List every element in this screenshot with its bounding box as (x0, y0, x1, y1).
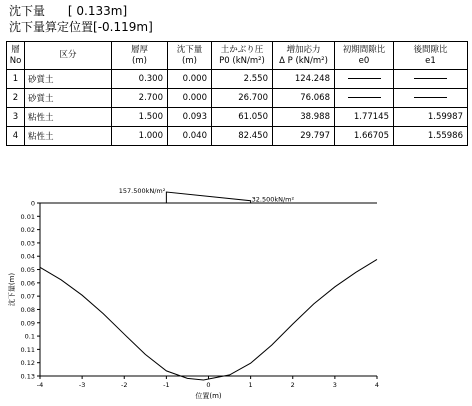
settlement-curve (40, 259, 377, 380)
x-tick-label: 4 (374, 381, 380, 389)
x-tick-label: -3 (78, 381, 86, 389)
header-initial-void-ratio: 初期間隙比 e0 (335, 42, 394, 70)
settlement-label: 沈下量 (9, 4, 46, 18)
y-tick-label: 0.03 (20, 239, 35, 248)
cell-e0-empty (335, 89, 394, 108)
y-tick-label: 0.08 (20, 305, 35, 314)
cell-no: 1 (7, 70, 25, 89)
dash-line (348, 78, 381, 79)
cell-no: 3 (7, 108, 25, 127)
cell-e1-empty (394, 89, 468, 108)
header-layer-no: 層 No (7, 42, 25, 70)
x-tick-label: -1 (163, 381, 170, 389)
cell-e1-empty (394, 70, 468, 89)
table-row (7, 127, 468, 146)
cell-settlement: 0.000 (168, 70, 212, 89)
y-tick-label: 0.06 (20, 279, 35, 288)
settlement-value: [ 0.133m] (67, 4, 128, 18)
cell-kind: 砂質土 (25, 70, 112, 89)
header-final-void-ratio: 後間隙比 e1 (394, 42, 468, 70)
cell-no: 4 (7, 127, 25, 146)
y-tick-label: 0.04 (20, 252, 35, 261)
y-tick-label: 0.11 (20, 345, 35, 354)
cell-p0: 61.050 (212, 108, 273, 127)
y-tick-label: 0.12 (20, 359, 35, 368)
y-tick-label: 0.07 (20, 292, 35, 301)
header-thickness: 層厚 (m) (112, 42, 168, 70)
header-overburden: 土かぶり圧 P0 (kN/m²) (212, 42, 273, 70)
cell-dp: 29.797 (273, 127, 335, 146)
y-tick-label: 0.13 (20, 372, 35, 381)
cell-thickness: 1.500 (112, 108, 168, 127)
load-right-label: 32.500kN/m² (251, 195, 295, 204)
x-tick-label: -4 (36, 381, 44, 389)
settlement-chart (0, 182, 472, 406)
dash-line (414, 97, 447, 98)
x-tick-label: -2 (121, 381, 128, 389)
x-tick-label: 2 (290, 381, 295, 389)
table-row (7, 70, 468, 89)
cell-kind: 砂質土 (25, 89, 112, 108)
y-tick-label: 0.1 (24, 332, 35, 341)
cell-settlement: 0.093 (168, 108, 212, 127)
table-row (7, 89, 468, 108)
cell-thickness: 1.000 (112, 127, 168, 146)
cell-e1: 1.55986 (394, 127, 468, 146)
x-tick-label: 3 (332, 381, 337, 389)
y-axis-label: 沈下量(m) (8, 272, 16, 307)
table-row (7, 108, 468, 127)
cell-kind: 粘性土 (25, 108, 112, 127)
table-header-row (7, 42, 468, 70)
y-tick-label: 0.02 (20, 226, 35, 235)
load-trapezoid (166, 192, 250, 203)
cell-dp: 124.248 (273, 70, 335, 89)
cell-e0: 1.77145 (335, 108, 394, 127)
cell-settlement: 0.040 (168, 127, 212, 146)
y-tick-label: 0.01 (20, 212, 35, 221)
cell-thickness: 0.300 (112, 70, 168, 89)
dash-line (414, 78, 447, 79)
cell-dp: 76.068 (273, 89, 335, 108)
load-left-label: 157.500kN/m² (118, 187, 166, 195)
dash-line (348, 97, 381, 98)
cell-no: 2 (7, 89, 25, 108)
settlement-position-line (9, 20, 153, 34)
y-tick-label: 0 (30, 199, 35, 208)
x-tick-label: 0 (206, 381, 211, 389)
settlement-line (9, 4, 127, 18)
header-settlement: 沈下量 (m) (168, 42, 212, 70)
cell-p0: 26.700 (212, 89, 273, 108)
cell-p0: 82.450 (212, 127, 273, 146)
cell-e0-empty (335, 70, 394, 89)
cell-thickness: 2.700 (112, 89, 168, 108)
header-stress-increase: 増加応力 Δ P (kN/m²) (273, 42, 335, 70)
x-axis-label: 位置(m) (195, 392, 222, 400)
y-tick-label: 0.09 (20, 319, 35, 328)
position-value: [-0.119m] (93, 20, 153, 34)
y-tick-label: 0.05 (20, 266, 35, 275)
cell-p0: 2.550 (212, 70, 273, 89)
cell-e1: 1.59987 (394, 108, 468, 127)
cell-kind: 粘性土 (25, 127, 112, 146)
header-kind: 区分 (25, 42, 112, 70)
cell-settlement: 0.000 (168, 89, 212, 108)
position-label: 沈下量算定位置 (9, 20, 94, 34)
cell-e0: 1.66705 (335, 127, 394, 146)
x-tick-label: 1 (248, 381, 253, 389)
layer-table (6, 41, 468, 146)
cell-dp: 38.988 (273, 108, 335, 127)
